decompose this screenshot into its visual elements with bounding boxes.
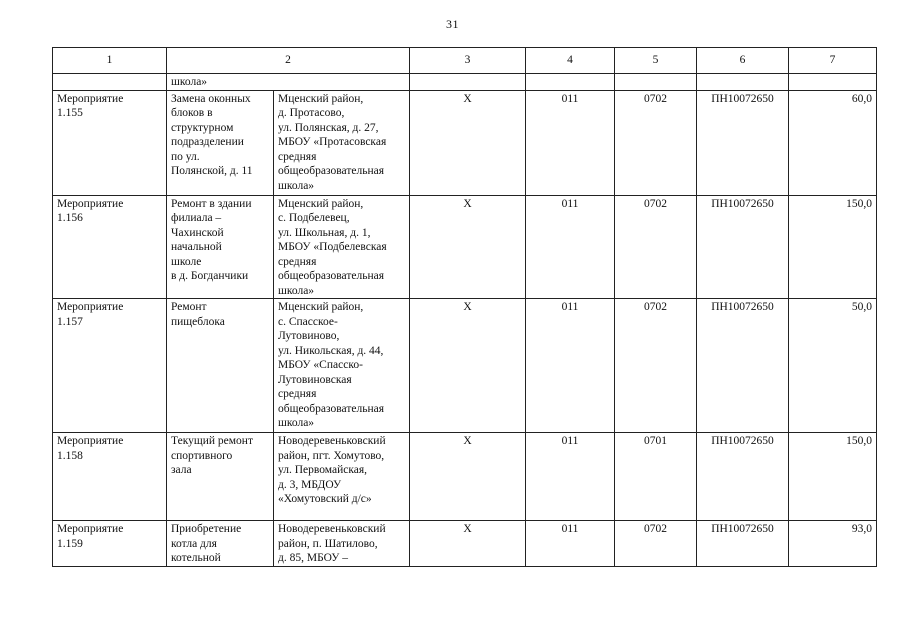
- header-col-4: 4: [526, 48, 615, 74]
- amount-cell: 150,0: [789, 195, 877, 299]
- col4-cell: 011: [526, 195, 615, 299]
- address-cell: Новодеревеньковский район, пгт. Хомутово, ул. Первомайская, д. 3, МБДОУ «Хомутовский д/с»: [274, 433, 410, 521]
- event-cell: Мероприятие 1.158: [53, 433, 167, 521]
- col5-cell: 0702: [615, 90, 697, 195]
- col4-cell: 011: [526, 521, 615, 567]
- header-col-5: 5: [615, 48, 697, 74]
- col5-cell: 0701: [615, 433, 697, 521]
- continuation-cell-4: [526, 74, 615, 91]
- event-cell: Мероприятие 1.156: [53, 195, 167, 299]
- event-cell: Мероприятие 1.155: [53, 90, 167, 195]
- name-cell: Приобретение котла для котельной: [167, 521, 274, 567]
- continuation-text: школа»: [167, 74, 410, 91]
- continuation-cell-1: [53, 74, 167, 91]
- continuation-cell-6: [697, 74, 789, 91]
- budget-table: [52, 47, 877, 567]
- col3-cell: X: [410, 90, 526, 195]
- event-cell: Мероприятие 1.159: [53, 521, 167, 567]
- page-number: 31: [446, 17, 459, 31]
- continuation-cell-3: [410, 74, 526, 91]
- amount-cell: 50,0: [789, 299, 877, 433]
- address-cell: Мценский район, д. Протасово, ул. Полянская, д. 27, МБОУ «Протасовская средняя общеобразовательная школа»: [274, 90, 410, 195]
- continuation-cell-7: [789, 74, 877, 91]
- col3-cell: X: [410, 521, 526, 567]
- col6-cell: ПН10072650: [697, 195, 789, 299]
- table-row: [53, 521, 877, 567]
- address-cell: Мценский район, с. Спасское- Лутовиново, ул. Никольская, д. 44, МБОУ «Спасско- Лутовиновская средняя общеобразовательная школа»: [274, 299, 410, 433]
- header-row: [53, 48, 877, 74]
- header-col-1: 1: [53, 48, 167, 74]
- col5-cell: 0702: [615, 521, 697, 567]
- header-col-2: 2: [167, 48, 410, 74]
- header-col-3: 3: [410, 48, 526, 74]
- col3-cell: X: [410, 433, 526, 521]
- col3-cell: X: [410, 195, 526, 299]
- col5-cell: 0702: [615, 299, 697, 433]
- col5-cell: 0702: [615, 195, 697, 299]
- col4-cell: 011: [526, 433, 615, 521]
- amount-cell: 60,0: [789, 90, 877, 195]
- table-row: [53, 433, 877, 521]
- name-cell: Текущий ремонт спортивного зала: [167, 433, 274, 521]
- name-cell: Замена оконных блоков в структурном подразделении по ул. Полянской, д. 11: [167, 90, 274, 195]
- table-row: [53, 195, 877, 299]
- name-cell: Ремонт пищеблока: [167, 299, 274, 433]
- event-cell: Мероприятие 1.157: [53, 299, 167, 433]
- address-cell: Новодеревеньковский район, п. Шатилово, д. 85, МБОУ –: [274, 521, 410, 567]
- header-col-7: 7: [789, 48, 877, 74]
- col6-cell: ПН10072650: [697, 433, 789, 521]
- address-cell: Мценский район, с. Подбелевец, ул. Школьная, д. 1, МБОУ «Подбелевская средняя общеобразовательная школа»: [274, 195, 410, 299]
- col4-cell: 011: [526, 299, 615, 433]
- col6-cell: ПН10072650: [697, 299, 789, 433]
- name-cell: Ремонт в здании филиала – Чахинской начальной школе в д. Богданчики: [167, 195, 274, 299]
- amount-cell: 93,0: [789, 521, 877, 567]
- header-col-6: 6: [697, 48, 789, 74]
- col6-cell: ПН10072650: [697, 90, 789, 195]
- table-row: [53, 299, 877, 433]
- amount-cell: 150,0: [789, 433, 877, 521]
- col4-cell: 011: [526, 90, 615, 195]
- continuation-row: [53, 74, 877, 91]
- continuation-cell-5: [615, 74, 697, 91]
- col6-cell: ПН10072650: [697, 521, 789, 567]
- col3-cell: X: [410, 299, 526, 433]
- table-row: [53, 90, 877, 195]
